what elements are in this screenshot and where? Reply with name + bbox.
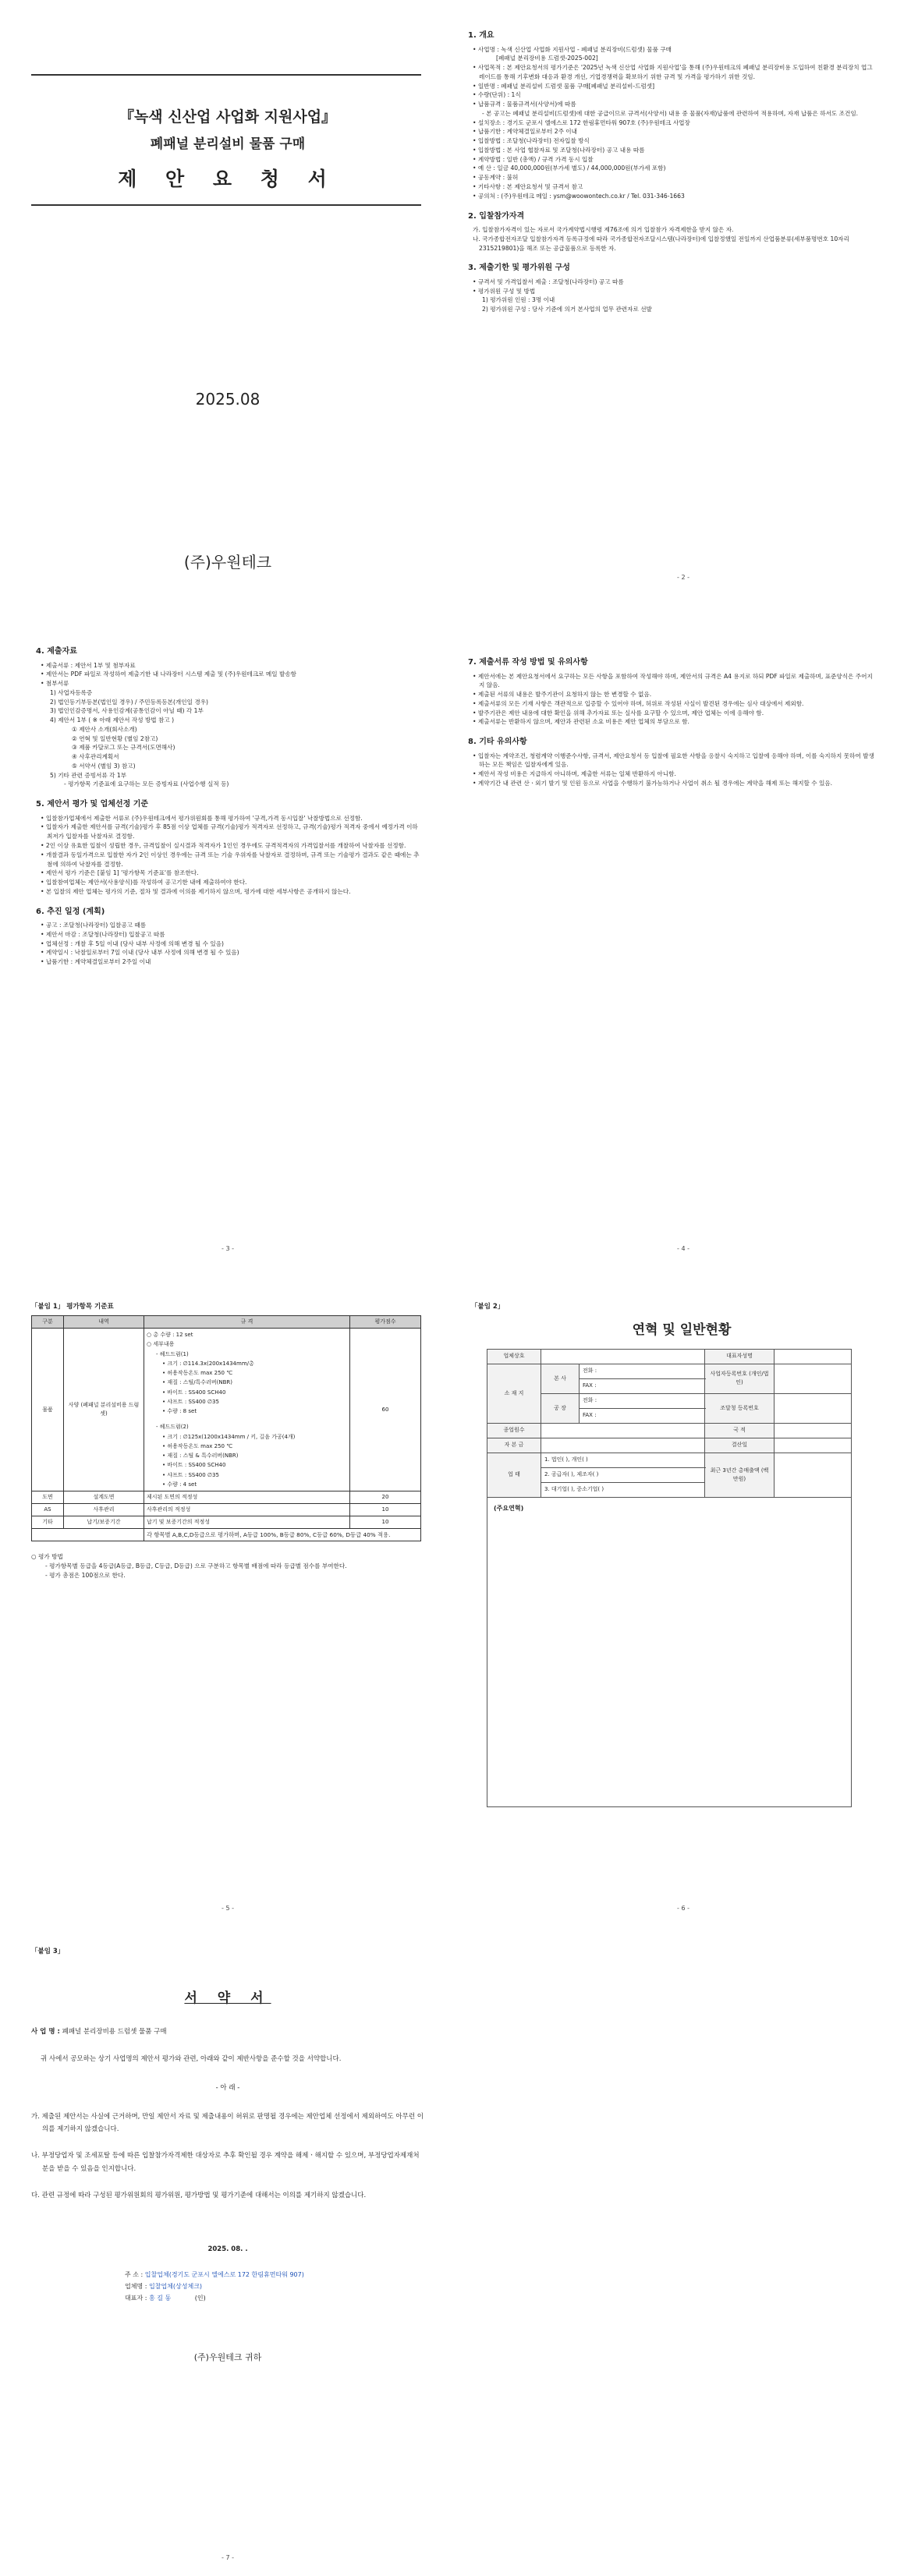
oath-clause: 다. 관련 규정에 따라 구성된 평가위원회의 평가위원, 평가방법 및 평가기준에 대해서는 이의를 제기하지 않겠습니다. (31, 2191, 367, 2199)
list-item: • 납품규격 : 물품규격서(사양서)에 따름 (473, 101, 576, 108)
cover-bottom-rule (31, 204, 421, 206)
table-cell: 사후관리의 적정성 (144, 1503, 350, 1516)
list-item: ③ 제품 카달로그 또는 규격서(도면해사) (72, 744, 175, 752)
table-cell: 사양 (폐패널 분리설비용 드럼셋) (64, 1329, 144, 1491)
spec-line: • 재질 : 스틸 & 특수러버(NBR) (162, 1453, 239, 1460)
value-cell: 1. 법인( ), 개인( ) (541, 1453, 705, 1467)
general-status-table (487, 1349, 852, 1807)
list-item: • 입찰참여업체는 제안서(사용양식)를 작성하여 공고기한 내에 제출하여야 한다. (41, 879, 247, 886)
spec-line: • 수량 : 4 set (162, 1481, 197, 1488)
etc-heading: 8. 기타 유의사항 (468, 738, 527, 747)
table-row (32, 1491, 421, 1504)
list-item: • 공고 : 조달청(나라장터) 입찰공고 때름 (41, 922, 147, 929)
label-cell: 국 적 (705, 1423, 775, 1438)
page-number: - 2 - (677, 574, 689, 581)
spec-line: • 크기 : ∅114.3x(200x1434mm/총 (162, 1360, 254, 1367)
table-cell: 물품 (32, 1329, 64, 1491)
list-item: ⑤ 서약서 (별임 3) 참고) (72, 762, 136, 770)
spec-line: • 허용작동온도 max 250 ℃ (162, 1442, 233, 1449)
signature-block (125, 2269, 424, 2305)
writing-heading: 7. 제출서류 작성 방법 및 유의사항 (468, 658, 588, 667)
label-cell: 최근 3년간 총매출액 (백만원) (705, 1453, 775, 1497)
list-item: • 제출서류는 반환하지 않으며, 제안과 관련된 소요 비용은 제안 업체의 부담으로 함. (473, 718, 689, 726)
table-header: 구분 (32, 1316, 64, 1329)
list-item: • 계약일시 : 낙찰일로부터 7일 이내 (당사 내부 사정에 의해 변경 될 수 있음) (41, 949, 239, 957)
table-cell: 사후관리 (64, 1503, 144, 1516)
appendix2-label: 「붙임 2」 (471, 1303, 505, 1311)
overview-heading: 1. 개요 (468, 31, 494, 40)
spec-line: • 크기 : ∅125x(1200x1434mm / 키, 길음 가공(4개) (162, 1433, 296, 1440)
list-item: • 계약기간 내 관련 산ㆍ외기 발기 및 인원 등으로 사업을 수행하기 불가능하거나 사업이 취소 될 경우에는 계약을 해제 또는 해지할 수 있음. (473, 779, 833, 787)
evaluation-heading: 3. 제출기한 및 평가위원 구성 (468, 264, 570, 273)
list-item: - 평가항목별 등급을 4등급(A등급, B등급, C등급, D등급) 으로 구분하고 항목별 배점에 따라 등급별 점수를 부여한다. (45, 1562, 347, 1569)
recipient: (주)우원테크 귀하 (193, 2352, 262, 2363)
label-cell: 종업원수 (487, 1423, 541, 1438)
oath-clause: 나. 부정당업자 및 조세포탈 등에 따른 입찰참가자격제한 대상자로 추후 확인될 경우 계약을 해제ㆍ해지할 수 있으며, 부정당업자제재처분을 받을 수 있음을 인지합니다. (31, 2152, 420, 2173)
table-cell: 납기 및 보증기간의 적정성 (144, 1516, 350, 1528)
label-cell: 업 태 (487, 1453, 541, 1497)
list-item: • 입찰참가업체에서 제출한 서류로 (주)우원테크에서 평가위원회를 통해 평가하여 '규격,가격 동시입찰' 낙찰방법으로 선정함. (41, 814, 363, 822)
page-number: - 6 - (677, 1905, 689, 1912)
firm-line: 업체명 : 입찰업체(상성체크) (125, 2283, 203, 2291)
schedule-heading: 6. 추진 일정 (계획) (36, 907, 105, 916)
list-item: 1) 사업자등록증 (50, 688, 93, 696)
cover-title-2: 폐패널 분리설비 물품 구매 (150, 136, 306, 152)
table-cell: 10 (350, 1516, 421, 1528)
list-item: ① 제안사 소개(회사소개) (72, 725, 137, 733)
list-item: • 2인 이상 유효한 입찰이 성립한 경우, 규격입찰이 실시결과 적격자가 1인인 경우에도 규격적격자의 가격입찰서를 개찰하여 낙찰자를 선정함. (41, 842, 406, 850)
table-row (32, 1503, 421, 1516)
table-cell (32, 1528, 144, 1541)
submission-page (0, 644, 456, 1288)
table-cell: 설계도면 (64, 1491, 144, 1504)
history-cell: (주요연혁) (487, 1497, 852, 1806)
cover-page (0, 0, 456, 644)
label-cell: 소 재 지 (487, 1364, 541, 1423)
submission-heading: 4. 제출자료 (36, 647, 77, 656)
table-row (32, 1516, 421, 1528)
oath-date: 2025. 08. . (207, 2245, 248, 2253)
table-header: 내역 (64, 1316, 144, 1329)
spec-cell (144, 1329, 350, 1491)
label-cell: 조달청 등록번호 (705, 1393, 775, 1423)
table-cell: 제시된 도면의 적정성 (144, 1491, 350, 1504)
list-item: • 개찰결과 동일가격으로 입찰한 자가 2인 이상인 경우에는 규격 또는 기술 우위자를 낙찰자로 결정하며, 규격 또는 기술평가 결과도 같은 때에는 추첨에 의하여 낙찰자를 결정함. (41, 851, 420, 868)
label-cell: 본 사 (541, 1364, 580, 1393)
page-number: - 4 - (677, 1245, 689, 1252)
below-marker: - 아 래 - (215, 2084, 240, 2093)
value-cell (775, 1453, 852, 1497)
appendix2-title: 연혁 및 일반현황 (632, 1322, 732, 1339)
appendix3-page (0, 1932, 456, 2576)
value-cell (541, 1349, 705, 1364)
list-item: • 제안서 작성 비용은 지급하지 아니하며, 제출한 서류는 일체 반환하지 아니함. (473, 770, 676, 778)
value-cell: 2. 공급자( ), 제조자( ) (541, 1467, 705, 1482)
cover-company: (주)우원테크 (183, 553, 272, 571)
spec-line: • 샤프트 : SS400 ∅35 (162, 1471, 219, 1478)
list-item: • 첨부서류 (41, 680, 69, 688)
list-item: • 발주기관은 제안 내용에 대한 확인을 위해 추가자료 또는 실사를 요구할 수 있으며, 제안 업체는 이에 응해야 함. (473, 709, 764, 717)
label-cell: 사업자등록번호 (개인/법인) (705, 1364, 775, 1393)
list-item: ④ 사후관리계획서 (72, 753, 119, 761)
spec-line: • 재질 : 스틸/특수러버(NBR) (162, 1379, 232, 1386)
list-item: • 평가위원 구성 및 방법 (473, 287, 536, 295)
appendix3-label: 「붙임 3」 (31, 1948, 65, 1955)
writing-page (456, 644, 911, 1288)
table-cell: 20 (350, 1491, 421, 1504)
list-item: • 일반명 : 폐패널 분리설비 드럼셋 물품 구매[폐패널 분리설비-드럼셋] (473, 82, 655, 90)
list-item: • 제안서 평가 기준은 [붙임 1] '평가항목 기준표'를 참조한다. (41, 869, 199, 877)
list-item: • 계약방법 : 일반 (총액) / 규격 가격 동시 입찰 (473, 155, 594, 163)
cover-title-1: 『녹색 신산업 사업화 지원사업』 (119, 108, 337, 126)
oath-clause: 가. 제출된 제안서는 사실에 근거하며, 만일 제안서 자료 및 제출내용이 허위로 판명될 경우에는 제안업체 선정에서 제외하여도 아무런 이의를 제기하지 않겠습니다. (31, 2113, 424, 2134)
label-cell: 업체상호 (487, 1349, 541, 1364)
overview-page (456, 0, 911, 644)
evaluation-table (31, 1315, 421, 1541)
list-item: • 제안서는 PDF 파일로 작성하여 제출기한 내 나라장터 시스템 제출 및 (주)우원테크로 메일 발송함 (41, 671, 297, 678)
method-heading: 5. 제안서 평가 및 업체선정 기준 (36, 800, 149, 809)
spec-line: • 바이트 : SS400 SCH40 (162, 1462, 226, 1469)
list-item: 3) 법인인감증명서, 사용인감계(공통인감이 아닐 때) 각 1부 (50, 707, 204, 715)
appendix3-title: 서 약 서 (184, 1990, 271, 2006)
list-item: • 입찰방법 : 본 사업 협찰자료 및 조달청(나라장터) 공고 내용 따름 (473, 146, 645, 154)
list-item: • 규격서 및 가격입찰서 제출 : 조달청(나라장터) 공고 따름 (473, 278, 624, 285)
list-item: - 평가항목 기준표에 요구하는 모든 증빙자료 (사업수행 실적 등) (64, 780, 229, 788)
cover-top-rule (31, 74, 421, 76)
list-item: • 입찰자는 계약조건, 청렴계약 이행준수사항, 규격서, 제안요청서 등 입찰에 필요한 사항을 응찰시 숙지하고 입찰에 응해야 하며, 이를 숙지하지 못하여 발생하는 모든 책임은 입찰자에게 있음. (473, 752, 874, 769)
list-item: • 납품기한 : 계약체결일로부터 2주 이내 (473, 128, 577, 136)
appendix1-label: 「붙임 1」 평가항목 기준표 (31, 1303, 114, 1311)
list-item: - 본 공고는 폐패널 분리설비(드럼셋)에 대한 공급이므로 규격서(사양서) 내용 중 물품(자재)납품에 관련하여 적용하며, 자재 납품은 하서도 조건임. (482, 109, 859, 117)
value-cell (541, 1438, 705, 1453)
cover-date: 2025.08 (195, 390, 261, 409)
spec-line: • 수량 : 8 set (162, 1408, 197, 1415)
list-item: 1) 평가위원 인원 : 3명 이내 (482, 296, 555, 304)
spec-line: ○ 총 수량 : 12 set (147, 1332, 193, 1339)
table-row (32, 1528, 421, 1541)
spec-line: • 바이트 : SS400 SCH40 (162, 1389, 226, 1396)
appendix1-page (0, 1288, 456, 1932)
list-item: - 평가 총점은 100점으로 한다. (45, 1571, 126, 1579)
list-item: ② 연혁 및 일반현황 (별임 2참고) (72, 734, 158, 742)
table-header-row (32, 1316, 421, 1329)
list-item: • 제출된 서류의 내용은 발주기관이 요청하지 않는 한 변경할 수 없음. (473, 691, 652, 699)
list-item: 4) 제안서 1부 ( ※ 아래 제안서 작성 방법 참고 ) (50, 717, 175, 724)
table-cell: 도면 (32, 1491, 64, 1504)
list-item: • 입찰자가 제출한 제안서를 규격(기술)평가 후 85점 이상 업체를 규격(기술)평가 적격자로 선정하고, 규격(기술)평가 적격자 중에서 예정가격 이하 최저가 입찰자를 낙찰자로 결정함. (41, 823, 418, 840)
value-cell: FAX : (580, 1378, 705, 1393)
value-cell (775, 1438, 852, 1453)
cover-title-3: 제 안 요 청 서 (118, 168, 338, 190)
list-item: • 입찰방법 : 조달청(나라장터) 전자입찰 방식 (473, 137, 590, 145)
qualification-heading: 2. 입찰참가자격 (468, 211, 525, 221)
list-item: • 예 산 : 일금 40,000,000원(부가세 별도) / 44,000,000원(부가세 포함) (473, 165, 666, 172)
overview-list (468, 45, 877, 201)
grade-note: 각 항목별 A,B,C,D등급으로 평가하며, A등급 100%, B등급 80%, C등급 60%, D등급 40% 적용. (144, 1528, 421, 1541)
value-cell (541, 1423, 705, 1438)
page-number: - 5 - (222, 1905, 234, 1912)
list-item: • 공동계약 : 불허 (473, 174, 519, 182)
method-title: ○ 평가 방법 (31, 1553, 63, 1561)
spec-line: • 허용작동온도 max 250 ℃ (162, 1370, 233, 1377)
value-cell: 3. 대기업( ), 중소기업( ) (541, 1482, 705, 1497)
address-line: 주 소 : 입찰업체(경기도 군포시 엘에스로 172 한림휴먼타워 907) (125, 2270, 304, 2278)
page-number: - 3 - (222, 1245, 234, 1252)
list-item: • 기타사항 : 본 제안요청서 및 규격서 참고 (473, 182, 583, 190)
list-item: • 사업목적 : 본 제안요청서의 평가기준은 '2025년 녹색 신산업 사업화 지원사업'을 통해 (주)우원테크의 폐패널 분리장비용 도입하여 친환경 분리장치 업그레이드를 통해 기후변화 대응과 환경 개선, 기업경쟁력을 확보하기 위한 규격 및 가격을 평가하기 위한 것임. (473, 64, 873, 80)
list-item: • 수량(단위) : 1식 (473, 91, 521, 99)
list-item: [폐패널 분리장비용 드럼셋-2025-002] (496, 55, 598, 62)
table-cell: 60 (350, 1329, 421, 1491)
table-cell: 기타 (32, 1516, 64, 1528)
value-cell: FAX : (580, 1408, 705, 1423)
value-cell (775, 1393, 852, 1423)
value-cell (775, 1349, 852, 1364)
list-item: • 업체선정 : 개찰 후 5일 이내 (당사 내부 사정에 의해 변경 될 수 있음) (41, 939, 224, 947)
list-item: • 설치장소 : 경기도 군포시 엘에스로 172 한림휴먼타워 907호 (주)우원테크 사업장 (473, 119, 690, 126)
spec-line: - 헤드드럼(1) (156, 1350, 189, 1357)
list-item: • 제출서류 : 제안서 1부 및 첨부자료 (41, 661, 136, 669)
spec-line: - 헤드드럼(2) (156, 1424, 189, 1431)
list-item: 2) 평가위원 구성 : 당사 기준에 의거 본사업의 업무 관련자로 선발 (482, 306, 652, 313)
table-header: 평가점수 (350, 1316, 421, 1329)
value-cell (775, 1364, 852, 1393)
list-item: • 공의처 : (주)우원테크 메일 : ysm@woowontech.co.kr / Tel. 031-346-1663 (473, 192, 685, 200)
list-item: • 제안서 마감 : 조달청(나라장터) 입찰공고 따름 (41, 930, 165, 938)
table-cell: AS (32, 1503, 64, 1516)
list-item: • 납품기한 : 계약체결일로부터 2주일 이내 (41, 958, 151, 966)
table-header: 규 격 (144, 1316, 350, 1329)
value-cell: 전화 : (580, 1393, 705, 1408)
oath-intro: 귀 사에서 공모하는 상기 사업명의 제안서 평가와 관련, 아래와 같이 제반사항을 준수할 것을 서약합니다. (41, 2055, 342, 2063)
page-number: - 7 - (222, 2554, 234, 2561)
table-cell: 납기/보증기간 (64, 1516, 144, 1528)
list-item: • 사업명 : 녹색 신산업 사업화 지원사업 - 폐패널 분리장비(드럼셋) 물품 구매 (473, 45, 672, 53)
table-cell: 10 (350, 1503, 421, 1516)
table-row (32, 1329, 421, 1491)
list-item: 2) 법인등기부등본(법인일 경우) / 주민등록등본(개인일 경우) (50, 698, 208, 706)
value-cell (775, 1423, 852, 1438)
list-item: 나. 국가종합전자조달 입찰참가자격 등록규정에 따라 국가종합전자조달시스템(나라장터)에 입찰정했일 전일까지 산업품분류(세부품명번호 10자리 2315219801)을 해조 또는 공급물품으로 등록한 자. (473, 235, 849, 252)
label-cell: 대표자성명 (705, 1349, 775, 1364)
label-cell: 공 장 (541, 1393, 580, 1423)
representative-line: 대표자 : 홍 길 동 (인) (125, 2295, 206, 2302)
list-item: • 제안서에는 본 제안요청서에서 요구하는 모든 사항을 포함하여 작성해야 하며, 제안서의 규격은 A4 용지로 하되 PDF 파일로 제출하며, 표준양식은 주어지지 않음. (473, 672, 873, 689)
value-cell: 전화 : (580, 1364, 705, 1378)
spec-line: ○ 세부내용 (147, 1341, 175, 1348)
appendix2-page (456, 1288, 911, 1932)
list-item: • 본 입찰의 제안 업체는 평가의 기준, 절차 및 결과에 이의를 제기하지 않으며, 평가에 대한 세부사항은 공개하지 않는다. (41, 887, 351, 895)
project-line: 사 업 명 : 폐패널 분리장비용 드럼셋 물품 구매 (31, 2028, 167, 2036)
list-item: • 제출서류의 모든 기재 사항은 객관적으로 입증할 수 있어야 하며, 허위로 작성된 사실이 발견된 경우에는 심사 대상에서 제외함. (473, 699, 804, 707)
list-item: 가. 입찰참가자격이 있는 자로서 국가계약법시행령 제76조에 의거 입찰참가 자격제한을 받지 않은 자. (473, 226, 734, 234)
spec-line: • 샤프트 : SS400 ∅35 (162, 1398, 219, 1405)
list-item: 5) 기타 관련 증빙서류 각 1부 (50, 771, 127, 779)
label-cell: 자 본 금 (487, 1438, 541, 1453)
label-cell: 결산일 (705, 1438, 775, 1453)
